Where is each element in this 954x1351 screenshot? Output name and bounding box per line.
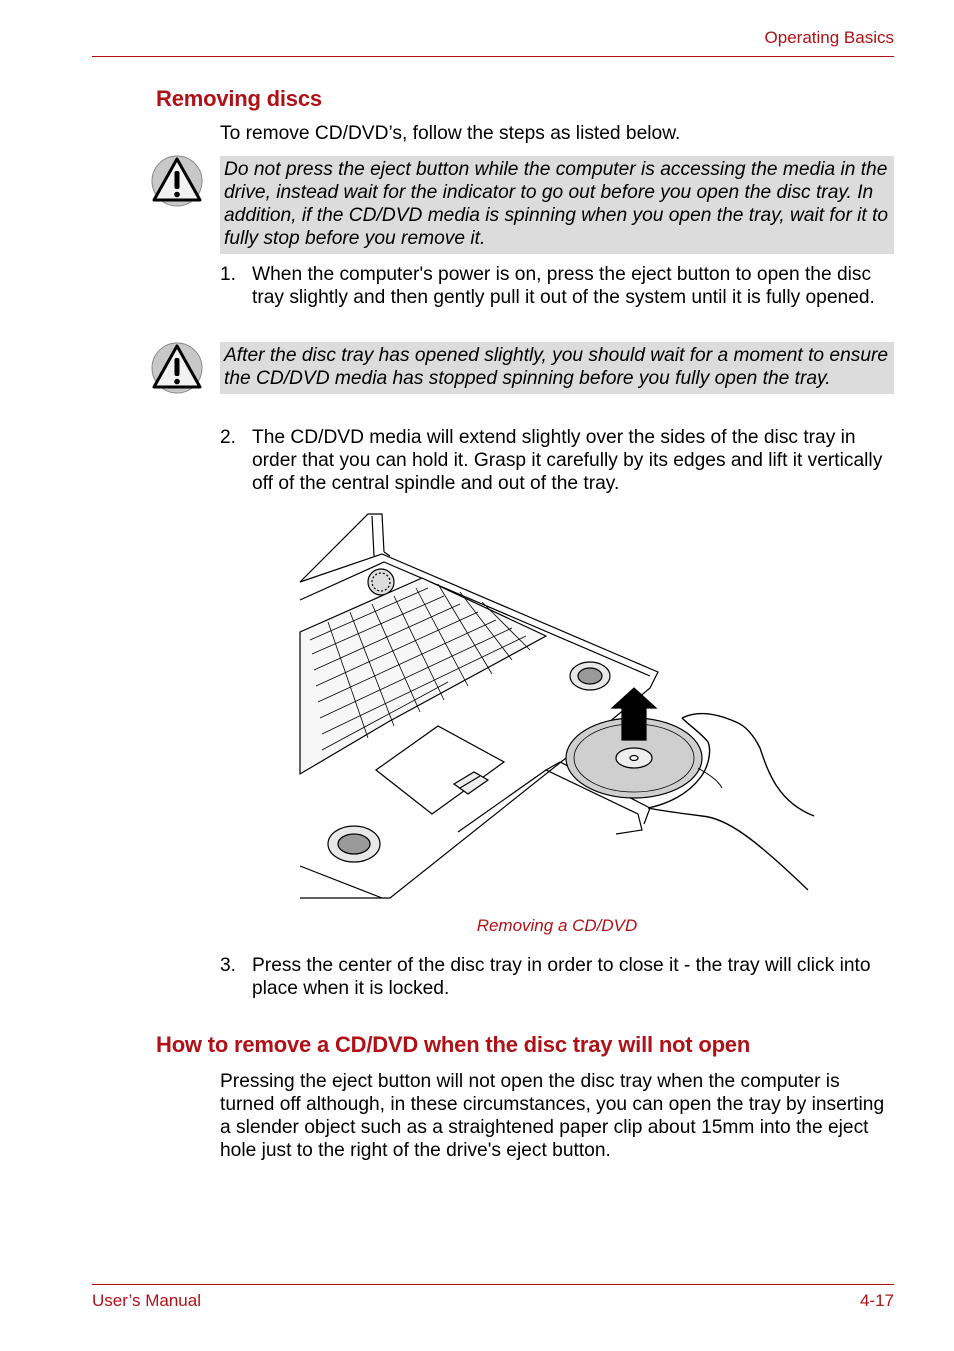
step-number: 1. — [220, 264, 237, 285]
step-number: 2. — [220, 427, 237, 448]
intro-paragraph: To remove CD/DVD’s, follow the steps as listed below. — [220, 123, 681, 144]
header-rule — [92, 56, 894, 57]
step-2 — [220, 426, 894, 495]
running-header: Operating Basics — [764, 28, 894, 47]
caution-icon — [150, 341, 204, 395]
step-text: Press the center of the disc tray in order to close it - the tray will click into place when it is locked. — [252, 955, 871, 999]
caution-icon — [150, 154, 204, 208]
caution-note-1: Do not press the eject button while the computer is accessing the media in the drive, instead wait for the indicator to go out before you open the disc tray. In addition, if the CD/DVD media is spinning when you open the tray, wait for it to fully stop before you remove it. — [220, 156, 894, 254]
section-heading-removing-discs: Removing discs — [156, 86, 322, 111]
footer-manual-title: User’s Manual — [92, 1291, 201, 1310]
figure-caption: Removing a CD/DVD — [476, 916, 638, 935]
section2-paragraph: Pressing the eject button will not open the disc tray when the computer is turned off although, in these circumstances, you can open the tray by inserting a slender object such as a straightened paper clip about 15mm into the eject hole just to the right of the drive's eject button. — [220, 1071, 885, 1161]
footer-rule — [92, 1284, 894, 1285]
step-number: 3. — [220, 955, 237, 976]
laptop-illustration — [298, 512, 818, 902]
step-3 — [220, 954, 894, 1000]
step-text: The CD/DVD media will extend slightly over the sides of the disc tray in order that you can hold it. Grasp it carefully by its edges and lift it vertically off of the central spindle and out of the tray. — [252, 427, 883, 494]
page-number: 4-17 — [859, 1291, 894, 1310]
step-1 — [220, 263, 894, 309]
caution-note-2: After the disc tray has opened slightly, you should wait for a moment to ensure the CD/DVD media has stopped spinning before you fully open the tray. — [220, 342, 894, 394]
step-text: When the computer's power is on, press the eject button to open the disc tray slightly and then gently pull it out of the system until it is fully opened. — [252, 264, 875, 308]
section-heading-tray-will-not-open: How to remove a CD/DVD when the disc tray will not open — [156, 1032, 751, 1057]
